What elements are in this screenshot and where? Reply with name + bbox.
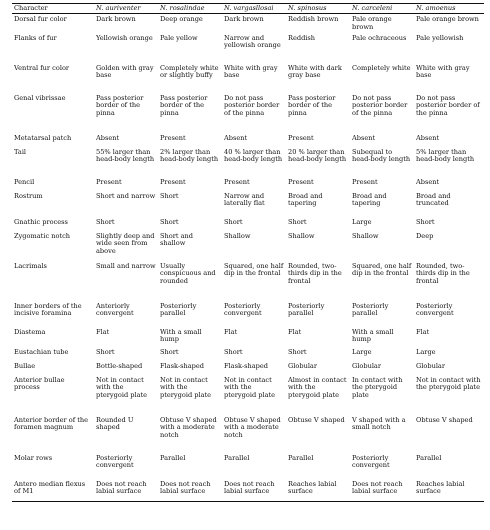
table-row — [12, 454, 484, 480]
trait-cell: Parallel — [224, 453, 250, 462]
table-row — [12, 232, 484, 262]
trait-cell: Do not pass posterior border of the pinna — [224, 93, 280, 117]
trait-cell: Deep orange — [160, 15, 203, 24]
trait-cell: Large — [416, 347, 436, 356]
trait-cell: Present — [160, 177, 186, 186]
trait-cell: Absent — [224, 133, 248, 142]
trait-cell: Does not reach labial surface — [96, 479, 147, 496]
trait-cell: Flat — [96, 327, 110, 336]
trait-cell: V shaped with a small notch — [352, 415, 406, 432]
character-cell: Metatarsal patch — [14, 133, 72, 142]
character-cell: Rostrum — [14, 191, 43, 200]
trait-cell: Absent — [352, 133, 376, 142]
trait-cell: Posteriorly convergent — [96, 453, 134, 470]
table-row — [12, 14, 484, 34]
trait-cell: Short and narrow — [96, 191, 156, 200]
header-species: N. auriventer — [96, 4, 141, 12]
trait-cell: Do not pass posterior border of the pinna — [416, 93, 480, 117]
trait-cell: In contact with the pterygoid plate — [352, 375, 403, 399]
character-cell: Tail — [14, 147, 27, 156]
character-cell: Lacrimals — [14, 261, 47, 270]
trait-cell: Parallel — [416, 453, 442, 462]
trait-cell: Squared, one half dip in the frontal — [224, 261, 284, 278]
trait-cell: Not in contact with the pterygoid plate — [160, 375, 212, 399]
trait-cell: Flat — [224, 327, 238, 336]
trait-cell: Obtuse V shaped — [416, 415, 473, 424]
trait-cell: Posteriorly parallel — [160, 301, 197, 318]
trait-cell: Narrow and laterally flat — [224, 191, 265, 208]
trait-cell: Pale yellowish — [416, 33, 464, 42]
trait-cell: Reddish — [288, 33, 316, 42]
trait-cell: Rounded U shaped — [96, 415, 134, 432]
table-row — [12, 64, 484, 94]
table-row — [12, 376, 484, 416]
trait-cell: 20 % larger than head-body length — [288, 147, 347, 164]
trait-cell: Present — [288, 177, 314, 186]
trait-cell: Pale orange brown — [416, 15, 479, 24]
trait-cell: Dark brown — [96, 15, 136, 24]
trait-cell: Rounded, two-thirds dip in the frontal — [288, 261, 342, 285]
character-cell: Antero median flexus of M1 — [14, 479, 86, 496]
trait-cell: Small and narrow — [96, 261, 156, 270]
character-cell: Molar rows — [14, 453, 53, 462]
trait-cell: Absent — [416, 133, 440, 142]
trait-cell: Shallow — [352, 231, 379, 240]
trait-cell: With a small hump — [352, 327, 394, 344]
trait-cell: Present — [288, 133, 314, 142]
trait-cell: Subequal to head-body length — [352, 147, 411, 164]
trait-cell: Bottle-shaped — [96, 361, 143, 370]
trait-cell: Short — [160, 191, 179, 200]
trait-cell: Pass posterior border of the pinna — [160, 93, 208, 117]
trait-cell: White with dark gray base — [288, 63, 342, 80]
character-cell: Bullae — [14, 361, 36, 370]
trait-cell: Broad and truncated — [416, 191, 451, 208]
trait-cell: Yellowish orange — [96, 33, 153, 42]
trait-cell: Reddish brown — [288, 15, 339, 24]
trait-cell: Present — [96, 177, 122, 186]
trait-cell: Short — [96, 347, 115, 356]
trait-cell: Pass posterior border of the pinna — [288, 93, 336, 117]
table-row — [12, 218, 484, 232]
table-header-row — [12, 4, 484, 14]
header-species: N. amoenus — [416, 4, 456, 12]
table-row — [12, 94, 484, 134]
trait-cell: Shallow — [224, 231, 251, 240]
trait-cell: Does not reach labial surface — [224, 479, 275, 496]
header-species: N. vargasllosai — [224, 4, 274, 12]
trait-cell: Flask-shaped — [160, 361, 205, 370]
trait-cell: 5% larger than head-body length — [416, 147, 475, 164]
trait-cell: Short — [160, 217, 179, 226]
trait-cell: Usually conspicuous and rounded — [160, 261, 216, 285]
trait-cell: Completely white — [352, 63, 411, 72]
trait-cell: Flat — [288, 327, 302, 336]
table-row — [12, 134, 484, 148]
trait-cell: Flask-shaped — [224, 361, 269, 370]
trait-cell: Deep — [416, 231, 434, 240]
trait-cell: Shallow — [288, 231, 315, 240]
table-row — [12, 348, 484, 362]
trait-cell: Present — [160, 133, 186, 142]
header-species: N. rosalindae — [160, 4, 205, 12]
table-body — [12, 14, 484, 502]
trait-cell: Pale yellow — [160, 33, 198, 42]
trait-cell: Posteriorly convergent — [352, 453, 390, 470]
trait-cell: Present — [352, 177, 378, 186]
trait-cell: Flat — [416, 327, 430, 336]
trait-cell: Squared, one half dip in the frontal — [352, 261, 412, 278]
table-row — [12, 328, 484, 348]
table-row — [12, 416, 484, 454]
trait-cell: Short — [224, 347, 243, 356]
trait-cell: Posteriorly convergent — [224, 301, 262, 318]
header-species: N. carceleni — [352, 4, 393, 12]
trait-cell: Short and shallow — [160, 231, 194, 248]
trait-cell: Not in contact with the pterygoid plate — [416, 375, 481, 392]
trait-cell: Pass posterior border of the pinna — [96, 93, 144, 117]
species-comparison-table — [12, 3, 484, 502]
trait-cell: Pale ochraceous — [352, 33, 407, 42]
header-character: Character — [14, 4, 48, 12]
trait-cell: Posteriorly parallel — [288, 301, 325, 318]
trait-cell: Obtuse V shaped — [288, 415, 345, 424]
table-row — [12, 34, 484, 64]
trait-cell: Short — [96, 217, 115, 226]
character-cell: Ventral fur color — [14, 63, 70, 72]
trait-cell: Does not reach labial surface — [160, 479, 211, 496]
header-species: N. spinosus — [288, 4, 327, 12]
trait-cell: 55% larger than head-body length — [96, 147, 155, 164]
character-cell: Eustachian tube — [14, 347, 69, 356]
character-cell: Diastema — [14, 327, 46, 336]
character-cell: Inner borders of the incisive foramina — [14, 301, 82, 318]
table-row — [12, 262, 484, 302]
table-row — [12, 302, 484, 328]
character-cell: Gnathic process — [14, 217, 68, 226]
table-row — [12, 362, 484, 376]
trait-cell: Short — [288, 347, 307, 356]
trait-cell: Slightly deep and wide seen from above — [96, 231, 155, 255]
trait-cell: Pale orange brown — [352, 15, 392, 31]
trait-cell: Anteriorly convergent — [96, 301, 134, 318]
trait-cell: Posteriorly parallel — [352, 301, 389, 318]
table-row — [12, 148, 484, 178]
trait-cell: Reaches labial surface — [288, 479, 337, 496]
trait-cell: Does not reach labial surface — [352, 479, 403, 496]
trait-cell: Globular — [288, 361, 318, 370]
trait-cell: Reaches labial surface — [416, 479, 465, 496]
trait-cell: Golden with gray base — [96, 63, 154, 80]
trait-cell: Almost in contact with the pterygoid plate — [288, 375, 347, 399]
trait-cell: Parallel — [288, 453, 314, 462]
trait-cell: Absent — [96, 133, 120, 142]
trait-cell: Parallel — [160, 453, 186, 462]
table-row — [12, 480, 484, 502]
character-cell: Zygomatic notch — [14, 231, 71, 240]
trait-cell: White with gray base — [416, 63, 470, 80]
comparison-table-container — [12, 3, 484, 502]
character-cell: Anterior bullae process — [14, 375, 65, 392]
trait-cell: White with gray base — [224, 63, 278, 80]
table-row — [12, 192, 484, 218]
trait-cell: Not in contact with the pterygoid plate — [96, 375, 148, 399]
table-row — [12, 178, 484, 192]
character-cell: Pencil — [14, 177, 35, 186]
trait-cell: Broad and tapering — [352, 191, 387, 208]
trait-cell: With a small hump — [160, 327, 202, 344]
trait-cell: Short — [416, 217, 435, 226]
trait-cell: Rounded, two-thirds dip in the frontal — [416, 261, 470, 285]
trait-cell: Present — [224, 177, 250, 186]
character-cell: Anterior border of the foramen magnum — [14, 415, 89, 432]
trait-cell: Posteriorly convergent — [416, 301, 454, 318]
trait-cell: 40 % larger than head-body length — [224, 147, 283, 164]
trait-cell: Absent — [416, 177, 440, 186]
trait-cell: Obtuse V shaped with a moderate notch — [224, 415, 281, 439]
trait-cell: Dark brown — [224, 15, 264, 24]
trait-cell: Not in contact with the pterygoid plate — [224, 375, 276, 399]
trait-cell: Globular — [352, 361, 382, 370]
trait-cell: Completely white or slightly buffy — [160, 63, 219, 80]
trait-cell: 2% larger than head-body length — [160, 147, 219, 164]
character-cell: Genal vibrissae — [14, 93, 66, 102]
trait-cell: Globular — [416, 361, 446, 370]
trait-cell: Do not pass posterior border of the pinna — [352, 93, 408, 117]
trait-cell: Short — [160, 347, 179, 356]
trait-cell: Short — [224, 217, 243, 226]
trait-cell: Short — [288, 217, 307, 226]
character-cell: Flanks of fur — [14, 33, 57, 42]
character-cell: Dorsal fur color — [14, 15, 67, 24]
trait-cell: Narrow and yellowish orange — [224, 33, 281, 50]
trait-cell: Obtuse V shaped with a moderate notch — [160, 415, 217, 439]
trait-cell: Broad and tapering — [288, 191, 323, 208]
trait-cell: Large — [352, 347, 372, 356]
trait-cell: Large — [352, 217, 372, 226]
